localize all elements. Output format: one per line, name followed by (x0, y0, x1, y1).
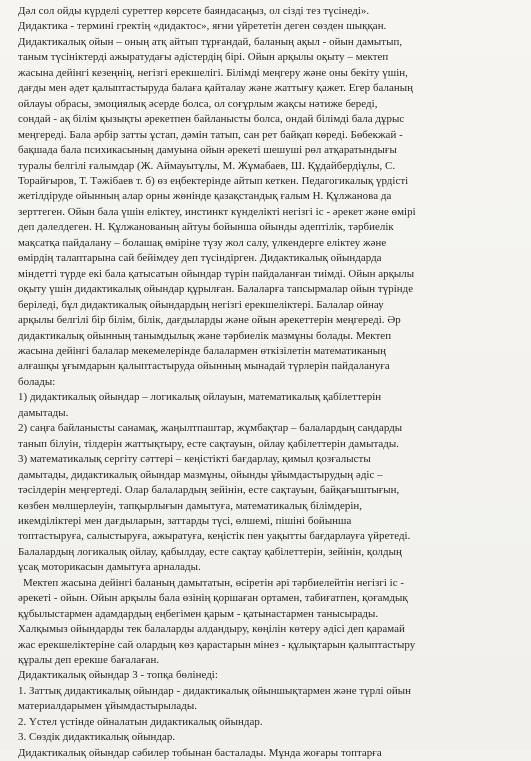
text-line: 3. Сөздік дидактикалық ойындар. (18, 731, 176, 744)
text-line: топтастыруға, салыстыруға, ажыратуға, кеңістік пен уақытты бағдарлауға үйретеді. (18, 530, 411, 543)
text-line: 2) саңға байланысты санамақ, жаңылтпаштар, жұмбақтар – балалардың сандарды (18, 422, 403, 435)
text-line: Торайғыров, Т. Тəжібаев т. б) өз еңбектерінде айтып кеткен. Педагогикалық үрдісті (18, 174, 409, 187)
text-line: жасына дейінгі балалар мекемелерінде балалармен өткізілетін математиканың (18, 344, 387, 357)
text-line: 2. Үстел үстінде ойналатын дидактикалық ойындар. (18, 715, 263, 728)
text-line: мақсатқа пайдалану – болашақ өміріне түзу жол салу, үлкендерге еліктеу жəне (18, 236, 387, 249)
text-line: Балалардың логикалық ойлау, қабылдау, есте сақтау қабілеттерін, зейінін, қолдың (18, 545, 402, 558)
text-line: көзбен мөлшерлеуін, тапқырлығын дамытуға, математикалық білімдерін, (18, 499, 363, 512)
text-line: жасына дейінгі кезеңнің, негізгі ерекшелігі. Білімді меңгеру жəне оны бекіту үшін, (18, 66, 408, 79)
text-line: Дидактика - термині гректің «дидактос», яғни үйрететін деген сөзден шыққан. (18, 20, 387, 33)
text-line: өмірдің талаптарына сай бейімдеу деп түсіндірген. Дидактикалық ойындарда (18, 252, 382, 265)
text-line: зерттеген. Ойын бала үшін еліктеу, инстинкт күнделікті негізгі іс - əрекет жəне өмірі (18, 205, 416, 218)
text-line: құбылыстармен адамдардың еңбегімен қарым - қатынастармен танысырады. (18, 607, 379, 620)
text-line: жетілдіруде ойынның алар орны жөнінде қазақстандық ғалым Н. Құлжанова да (18, 190, 392, 203)
text-line: икемділіктері мен дағдыларын, заттарды түсі, өлшемі, пішіні бойынша (18, 514, 352, 527)
text-line: болады: (18, 375, 56, 388)
text-line: бақшада бала психикасының дамуына ойын əрекеті шешуші рөл атқаратындығы (18, 144, 397, 157)
text-line: дидактикалық ойынның танымдылық және тәрбиелік мазмұны болады. Мектеп (18, 329, 392, 342)
text-line: Дидактикалық ойындар 3 - топқа бөлінеді: (18, 669, 218, 682)
text-line: дамытады, дидактикалық ойындар мазмұны, ойынды ұйымдастырудың әдіс – (18, 468, 383, 481)
text-line: дағды мен əдет қалыптастыруда балаға қайталау жəне жаттығу қажет. Егер баланың (18, 82, 414, 95)
text-line: меңгереді. Бала əрбір затты ұстап, дəмін татып, сан рет байқап көреді. Бөбекжай - (18, 128, 403, 141)
text-line: міндетті түрде екі бала қатысатын ойындар түрін пайдаланған тиімді. Ойын арқылы (18, 267, 415, 280)
text-line: құралы деп ерекше бағалаған. (18, 654, 160, 667)
text-line: ұсақ моторикасын дамытуға арналады. (18, 561, 201, 574)
text-line: алғашқы ұғымдарын қалыптастыруда ойынның мынадай түрлерін пайдалануға (18, 360, 390, 373)
text-line: Дəл сол ойды күрделі суреттер көрсете баяндасаңыз, ол сізді тез түсінеді». (18, 5, 370, 17)
text-line: арқылы белгілі бір білім, білік, дағдыларды және ойын әрекеттерін меңгереді. Әр (18, 314, 401, 327)
text-line: Дидактикалық ойындар сəбилер тобынан басталады. Мұнда жоғары топтарға (18, 746, 382, 759)
text-line: Мектеп жасына дейінгі баланың дамытатын, өсіретін әрі тәрбиелейтін негізгі іс - (23, 576, 405, 589)
text-line: деп дəлелдеген. Н. Құлжанованың айтуы бойынша ойынды əдептілік, тəрбиелік (18, 221, 394, 234)
text-line: 1) дидактикалық ойындар – логикалық ойлауын, математикалық қабілеттерін (18, 391, 382, 404)
text-line: ойлауы обрасы, эмоциялық əсерде болса, ол соғұрлым жақсы нəтиже береді, (18, 97, 378, 110)
text-line: әрекеті - ойын. Ойын арқылы бала өзінің қоршаған ортамен, табиғатпен, қоғамдық (18, 592, 408, 605)
text-line: туралы белгілі ғалымдар (Ж. Аймауытұлы, М. Жұмабаев, Ш. Құдайбердіұлы, С. (18, 159, 396, 172)
text-line: дамытады. (18, 406, 69, 419)
text-line: 3) математикалық сергіту сәттері – кеңістікті бағдарлау, қимыл қозғалысты (18, 453, 371, 466)
text-line: беріледі, бұл дидактикалық ойындардың негізгі ерекшеліктері. Балалар ойнау (18, 298, 384, 311)
text-line: сондай - ақ білім қызықты əрекетпен байланысты болса, ондай білімді бала дұрыс (18, 113, 405, 126)
text-line: тәсілдерін меңгертеді. Олар балалардың зейінін, есте сақтауын, байқағыштығын, (18, 484, 400, 497)
text-line: таным түсініктерді ажыратудағы əдістердің бірі. Ойын арқылы оқыту – мектеп (18, 51, 389, 64)
text-line: Халқымыз ойындарды тек балаларды алдандыру, көңілін көтеру әдісі деп қарамай (18, 623, 405, 636)
text-line: материалдарымен ұйымдастырылады. (18, 700, 197, 713)
text-line: танып білуін, тілдерін жаттықтыру, есте сақтауын, ойлау қабілеттерін дамытады. (18, 437, 400, 450)
text-line: 1. Заттық дидактикалық ойындар - дидактикалық ойыншықтармен жəне түрлі ойын (18, 684, 411, 697)
text-line: жас ерекшеліктеріне сай олардың көз қарастарын мінез - құлықтарын қалыптастыру (18, 638, 416, 651)
text-line: Дидактикалық ойын – оның атқ айтып тұрғандай, баланың ақыл - ойын дамытып, (18, 35, 403, 48)
text-line: оқыту үшін дидактикалық ойындар құрылған. Балаларға тапсырмалар ойын түрінде (18, 283, 414, 296)
